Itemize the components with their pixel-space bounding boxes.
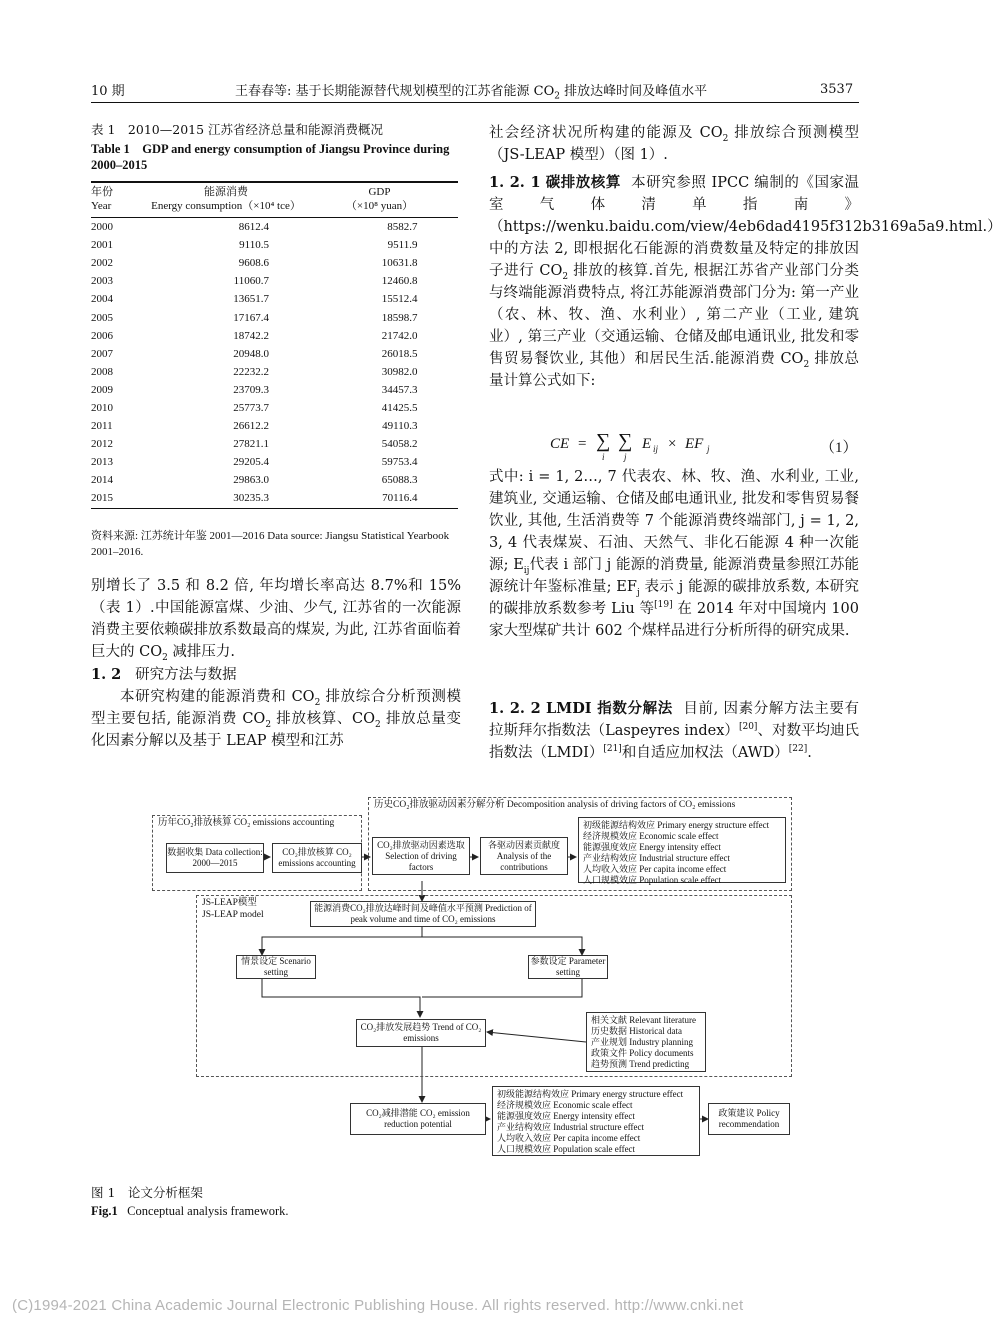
box-policy: 政策建议 Policy recommendation xyxy=(708,1103,790,1135)
running-title: 王春春等: 基于长期能源替代规划模型的江苏省能源 $CO_2$ 排放达峰时间及峰值水平 xyxy=(235,84,708,102)
energy-value: 20948.0 xyxy=(233,347,269,360)
effect-item: 产业结构效应 Industrial structure effect xyxy=(583,853,731,863)
copyright-watermark: (C)1994-2021 China Academic Journal Electronic Publishing House. All rights reserved. http://www.cnki.net xyxy=(12,1297,744,1314)
energy-value: 23709.3 xyxy=(233,383,269,396)
cell-year: 2011 xyxy=(91,420,113,433)
box-reduction-potential: CO₂减排潜能 CO₂ emission reduction potential xyxy=(350,1103,486,1135)
cell-gdp xyxy=(301,381,458,399)
effect-item: 人均收入效应 Per capita income effect xyxy=(497,1133,641,1143)
effect-item: 能源强度效应 Energy intensity effect xyxy=(497,1111,635,1121)
energy-value: 26612.2 xyxy=(233,420,269,433)
cell-energy xyxy=(151,327,301,345)
cell-year: 2002 xyxy=(91,257,113,270)
input-item: 政策文件 Policy documents xyxy=(591,1048,694,1058)
table-row xyxy=(91,417,458,435)
effect-item: 初级能源结构效应 Primary energy structure effect xyxy=(497,1089,684,1099)
cell-energy xyxy=(151,254,301,272)
table-row xyxy=(91,254,458,272)
gdp-value: 65088.3 xyxy=(381,474,418,487)
energy-value: 9608.6 xyxy=(238,257,269,270)
gdp-value: 21742.0 xyxy=(381,329,418,342)
table-row xyxy=(91,399,458,417)
input-item: 趋势预测 Trend predicting xyxy=(591,1059,690,1069)
cell-year: 2014 xyxy=(91,474,113,487)
table-row xyxy=(91,272,458,290)
cell-energy xyxy=(151,363,301,381)
cell-gdp xyxy=(301,363,458,381)
gdp-value: 9511.9 xyxy=(387,239,418,252)
cell-gdp xyxy=(301,272,458,290)
energy-value: 13651.7 xyxy=(233,293,269,306)
gdp-value: 8582.7 xyxy=(387,221,418,234)
cell-gdp xyxy=(301,399,458,417)
col-gdp-header: GDP （×10⁸ yuan） xyxy=(301,182,458,218)
energy-value: 9110.5 xyxy=(239,239,269,252)
issue-number: 10 期 xyxy=(91,84,125,99)
cell-gdp xyxy=(301,417,458,435)
energy-value: 8612.4 xyxy=(238,221,269,234)
gdp-value: 15512.4 xyxy=(381,293,418,306)
cell-gdp xyxy=(301,489,458,508)
box-contributions: 各驱动因素贡献度 Analysis of the contributions xyxy=(480,837,568,875)
right-paragraph-3: 式中: i = 1, 2…, 7 代表农、林、牧、渔、水利业, 工业, 建筑业, 交通运输、仓储及邮电通讯业, 批发和零售贸易餐饮业, 其他, 生活消费等 7 个能源消费终端部门, j = 1, 2, 3, 4 代表煤炭、石油、天然气、非化石能源 4 种一次能源; $E_{ij}$代表 i 部门 j 能源的消费量, 能源消费量参照江苏能源统计年鉴标准量; $EF_j$ 表示 j 能源的碳排放系数, 本研究的碳排放系数参考 Liu 等[19] 在 2014 年对中国境内 100 家大型煤矿共计 602 个煤样品进行分析所得的研究成果. xyxy=(489,469,860,639)
cell-energy xyxy=(151,399,301,417)
framework-figure xyxy=(152,797,792,1167)
box-driving-factors: CO₂排放驱动因素选取 Selection of driving factors xyxy=(372,837,470,875)
cell-year: 2010 xyxy=(91,401,113,414)
cell-energy xyxy=(151,417,301,435)
energy-value: 30235.3 xyxy=(233,492,269,505)
cell-year: 2015 xyxy=(91,489,151,508)
table-row xyxy=(91,489,458,508)
cell-year: 2005 xyxy=(91,311,113,324)
cell-year: 2013 xyxy=(91,456,113,469)
table-row xyxy=(91,453,458,471)
cell-gdp xyxy=(301,236,458,254)
gdp-value: 49110.3 xyxy=(382,420,418,433)
cell-energy xyxy=(151,489,301,508)
input-item: 产业规划 Industry planning xyxy=(591,1037,693,1047)
table-caption-cn: 表 1 2010—2015 江苏省经济总量和能源消费概况 xyxy=(91,122,384,137)
box-emissions-accounting: CO₂排放核算 CO₂ emissions accounting xyxy=(272,843,362,873)
figure-caption-cn: 图 1 论文分析框架 xyxy=(91,1185,203,1200)
table-row xyxy=(91,363,458,381)
box-parameter-setting: 参数设定 Parameter setting xyxy=(528,955,608,979)
cell-energy xyxy=(151,218,301,237)
gdp-value: 10631.8 xyxy=(381,257,418,270)
right-paragraph-4: 1. 2. 2 LMDI 指数分解法 目前, 因素分解方法主要有拉斯拜尔指数法（Laspeyres index）[20]、对数平均迪氏指数法（LMDI）[21]和自适应加权法（AWD）[22]. xyxy=(489,700,860,761)
cell-gdp xyxy=(301,327,458,345)
group-decomposition-label: 历史CO₂排放驱动因素分解分析 Decomposition analysis of driving factors of CO₂ emissions xyxy=(374,800,736,810)
inputs-list xyxy=(586,1012,706,1072)
table-row xyxy=(91,435,458,453)
effect-item: 人均收入效应 Per capita income effect xyxy=(583,864,727,874)
right-paragraph-2: 1. 2. 1 碳排放核算 本研究参照 IPCC 编制的《国家温室气体清单指南》（https://wenku.baidu.com/view/4eb6dad4195f312b3169a5a9.html.）中的方法 2, 即根据化石能源的消费数量及特定的排放因子进行 $CO_2$ 排放的核算.首先, 根据江苏省产业部门分类与终端能源消费特点, 将江苏能源消费部门分为: 第一产业（农、林、牧、渔、水利业）, 第二产业（工业, 建筑业）, 第三产业（交通运输、仓储及邮电通讯业, 批发和零售贸易餐饮业, 其他）和居民生活.能源消费 $CO_2$ 排放总量计算公式如下: xyxy=(489,174,1002,389)
effect-item: 经济规模效应 Economic scale effect xyxy=(497,1100,633,1110)
gdp-value: 34457.3 xyxy=(381,383,418,396)
cell-year: 2008 xyxy=(91,365,113,378)
gdp-value: 12460.8 xyxy=(381,275,418,288)
cell-gdp xyxy=(301,254,458,272)
box-peak-prediction: 能源消费CO₂排放达峰时间及峰值水平预测 Prediction of peak volume and time of CO₂ emissions xyxy=(310,901,536,927)
col-energy-header: 能源消费 Energy consumption（×10⁴ tce） xyxy=(151,182,301,218)
table-row xyxy=(91,471,458,489)
cell-gdp xyxy=(301,435,458,453)
table-row xyxy=(91,236,458,254)
table-row xyxy=(91,327,458,345)
left-paragraph-1: 别增长了 3.5 和 8.2 倍, 年均增长率高达 8.7%和 15%（表 1）.中国能源富煤、少油、少气, 江苏省的一次能源消费主要依赖碳排放系数最高的煤炭, 为此, 江苏省面临着巨大的 $CO_2$ 减排压力. xyxy=(91,578,461,663)
figure-caption-en: Fig.1 Conceptual analysis framework. xyxy=(91,1204,289,1218)
energy-value: 29205.4 xyxy=(233,456,269,469)
energy-value: 18742.2 xyxy=(233,329,269,342)
cell-year: 2000 xyxy=(91,221,113,234)
col-year-header: 年份 Year xyxy=(91,182,151,218)
cell-energy xyxy=(151,435,301,453)
table-row xyxy=(91,290,458,308)
gdp-value: 70116.4 xyxy=(382,492,418,505)
group-emissions-accounting-label: 历年CO₂排放核算 CO₂ emissions accounting xyxy=(158,818,335,828)
box-emissions-trend: CO₂排放发展趋势 Trend of CO₂ emissions xyxy=(356,1019,486,1047)
cell-gdp xyxy=(301,345,458,363)
equation-1: CE = ∑ i ∑ j E ij × EF j （1） xyxy=(550,430,858,462)
header-rule xyxy=(91,102,859,103)
effect-item: 能源强度效应 Energy intensity effect xyxy=(583,842,721,852)
cell-year: 2001 xyxy=(91,239,113,252)
right-paragraph-1: 社会经济状况所构建的能源及 $CO_2$ 排放综合预测模型（JS-LEAP 模型）（图 1）. xyxy=(489,125,860,163)
effect-item: 人口规模效应 Population scale effect xyxy=(497,1144,636,1154)
input-item: 相关文献 Relevant literature xyxy=(591,1015,696,1025)
gdp-value: 59753.4 xyxy=(381,456,418,469)
cell-gdp xyxy=(301,453,458,471)
table-row xyxy=(91,218,458,237)
input-item: 历史数据 Historical data xyxy=(591,1026,682,1036)
energy-value: 29863.0 xyxy=(233,474,269,487)
gdp-value: 54058.2 xyxy=(381,438,418,451)
cell-energy xyxy=(151,308,301,326)
cell-gdp xyxy=(301,471,458,489)
cell-year: 2003 xyxy=(91,275,113,288)
cell-energy xyxy=(151,381,301,399)
cell-year: 2004 xyxy=(91,293,113,306)
cell-gdp xyxy=(301,218,458,237)
effect-item: 产业结构效应 Industrial structure effect xyxy=(497,1122,645,1132)
page-number: 3537 xyxy=(820,82,854,97)
cell-energy xyxy=(151,471,301,489)
table-caption-en: Table 1 GDP and energy consumption of Jiangsu Province during 2000–2015 xyxy=(91,142,450,172)
gdp-value: 41425.5 xyxy=(381,401,418,414)
cell-gdp xyxy=(301,308,458,326)
effect-item: 经济规模效应 Economic scale effect xyxy=(583,831,719,841)
gdp-value: 30982.0 xyxy=(381,365,418,378)
table-source-note: 资料来源: 江苏统计年鉴 2001—2016 Data source: Jiangsu Statistical Yearbook 2001–2016. xyxy=(91,530,450,558)
table-row xyxy=(91,308,458,326)
energy-value: 22232.2 xyxy=(233,365,269,378)
table-row xyxy=(91,345,458,363)
cell-energy xyxy=(151,236,301,254)
cell-year: 2009 xyxy=(91,383,113,396)
gdp-energy-table xyxy=(91,182,458,509)
cell-energy xyxy=(151,453,301,471)
energy-value: 17167.4 xyxy=(233,311,269,324)
group-js-leap-label-en: JS-LEAP model xyxy=(202,910,264,920)
cell-energy xyxy=(151,272,301,290)
cell-year: 2006 xyxy=(91,329,113,342)
section-1-2-heading: 1. 2 研究方法与数据 xyxy=(91,666,237,683)
group-js-leap-label-cn: JS-LEAP模型 xyxy=(202,898,257,908)
effect-item: 初级能源结构效应 Primary energy structure effect xyxy=(583,820,770,830)
left-paragraph-2: 本研究构建的能源消费和 $CO_2$ 排放综合分析预测模型主要包括, 能源消费 $CO_2$ 排放核算、$CO_2$ 排放总量变化因素分解以及基于 LEAP 模型和江苏 xyxy=(91,689,462,749)
cell-year: 2012 xyxy=(91,438,113,451)
box-scenario-setting: 情景设定 Scenario setting xyxy=(236,955,316,979)
cell-energy xyxy=(151,290,301,308)
energy-value: 25773.7 xyxy=(233,401,269,414)
effect-item: 人口规模效应 Population scale effect xyxy=(583,875,722,885)
cell-gdp xyxy=(301,290,458,308)
table-row xyxy=(91,381,458,399)
energy-value: 27821.1 xyxy=(233,438,269,451)
gdp-value: 26018.5 xyxy=(381,347,418,360)
gdp-value: 18598.7 xyxy=(381,311,418,324)
cell-year: 2007 xyxy=(91,347,113,360)
energy-value: 11060.7 xyxy=(233,275,269,288)
cell-energy xyxy=(151,345,301,363)
effects-list-lower xyxy=(492,1086,700,1156)
box-data-collection: 数据收集 Data collection: 2000—2015 xyxy=(166,843,264,873)
effects-list-upper xyxy=(578,817,786,883)
table-header-row xyxy=(91,182,458,218)
